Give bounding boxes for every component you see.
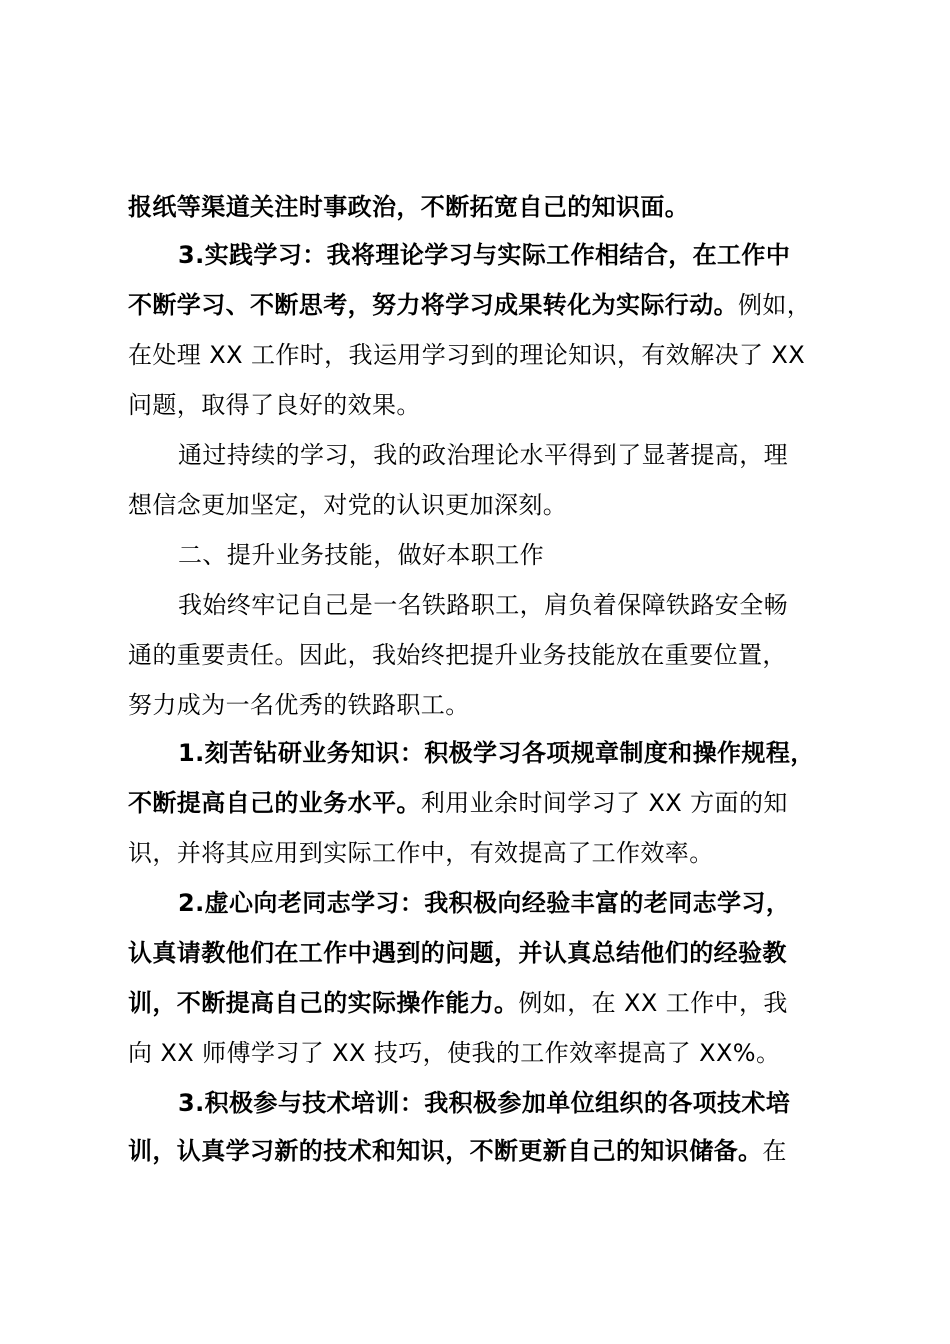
text-run: 利用业余时间学习了 XX 方面的知: [420, 789, 788, 817]
bold-text-run: 不断提高自己的业务水平。: [128, 789, 421, 817]
text-line: [178, 580, 858, 630]
text-run: 向 XX 师傅学习了 XX 技巧，使我的工作效率提高了 XX%。: [128, 1039, 781, 1067]
text-line: [128, 1028, 858, 1078]
text-line: [128, 828, 858, 878]
bold-text-run: 训，认真学习新的技术和知识，不断更新自己的知识储备。: [128, 1137, 763, 1165]
text-line: [128, 928, 858, 978]
text-line: [128, 280, 858, 330]
text-line: [178, 530, 858, 580]
text-line: [178, 430, 858, 480]
bold-text-run: 2.虚心向老同志学习：我积极向经验丰富的老同志学习，: [178, 889, 791, 917]
text-line: [128, 630, 858, 680]
text-line: [128, 380, 858, 430]
text-line: [178, 728, 858, 778]
text-run: 通过持续的学习，我的政治理论水平得到了显著提高，理: [178, 441, 788, 469]
text-run: 例如，在 XX 工作中，我: [518, 989, 788, 1017]
text-line: [128, 480, 858, 530]
bold-text-run: 报纸等渠道关注时事政治，不断拓宽自己的知识面。: [128, 193, 690, 221]
bold-text-run: 不断学习、不断思考，努力将学习成果转化为实际行动。: [128, 291, 738, 319]
text-run: 想信念更加坚定，对党的认识更加深刻。: [128, 491, 568, 519]
text-line: [178, 878, 858, 928]
text-line: [128, 330, 858, 380]
bold-text-run: 认真请教他们在工作中遇到的问题，并认真总结他们的经验教: [128, 939, 787, 967]
text-run: 在: [762, 1137, 787, 1165]
text-run: 在处理 XX 工作时，我运用学习到的理论知识，有效解决了 XX: [128, 341, 806, 369]
text-line: [178, 230, 858, 280]
text-line: [128, 680, 858, 730]
bold-text-run: 3.积极参与技术培训：我积极参加单位组织的各项技术培: [178, 1089, 791, 1117]
text-run: 问题，取得了良好的效果。: [128, 391, 421, 419]
text-run: 我始终牢记自己是一名铁路职工，肩负着保障铁路安全畅: [178, 591, 788, 619]
text-run: 例如，: [738, 291, 812, 319]
text-run: 通的重要责任。因此，我始终把提升业务技能放在重要位置，: [128, 641, 787, 669]
text-line: [128, 182, 858, 232]
text-run: 二、提升业务技能，做好本职工作: [178, 541, 544, 569]
text-line: [128, 978, 858, 1028]
text-run: 识，并将其应用到实际工作中，有效提高了工作效率。: [128, 839, 714, 867]
bold-text-run: 训，不断提高自己的实际操作能力。: [128, 989, 519, 1017]
bold-text-run: 3.实践学习：我将理论学习与实际工作相结合，在工作中: [178, 241, 791, 269]
bold-text-run: 1.刻苦钻研业务知识：积极学习各项规章制度和操作规程，: [178, 739, 815, 767]
text-run: 努力成为一名优秀的铁路职工。: [128, 691, 470, 719]
text-line: [128, 1126, 858, 1176]
text-line: [178, 1078, 858, 1128]
text-line: [128, 778, 858, 828]
